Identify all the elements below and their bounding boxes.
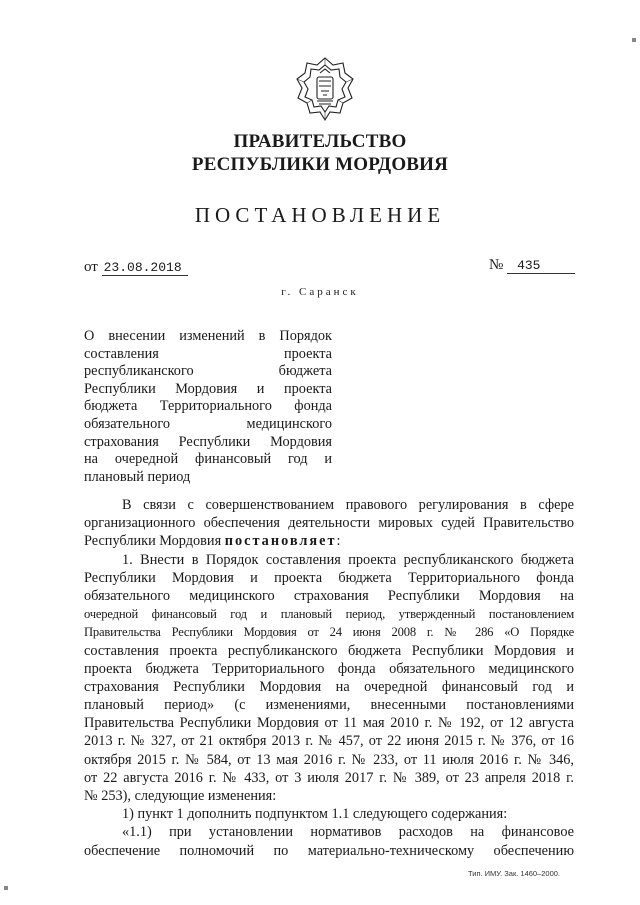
body-line: Правительства Республики Мордовия от 11 мая 2010 г. № 192, от 12 августа — [84, 715, 574, 732]
body-line: «1.1) при установлении нормативов расходов на финансовое — [122, 824, 574, 841]
document-number — [489, 257, 575, 274]
subject-line: на очередной финансовый год и — [84, 451, 332, 468]
number-value: 435 — [507, 258, 575, 274]
date-prefix: от — [84, 259, 98, 275]
document-subject — [84, 328, 332, 486]
subject-line: обязательного медицинского — [84, 415, 332, 432]
document-type: ПОСТАНОВЛЕНИЕ — [194, 203, 446, 227]
organization-title: ПРАВИТЕЛЬСТВО — [233, 131, 407, 152]
body-line: 2013 г. № 327, от 21 октября 2013 г. № 457, от 22 июня 2015 г. № 376, от 16 — [84, 733, 574, 750]
date-value: 23.08.2018 — [102, 260, 188, 276]
body-line: В связи с совершенствованием правового регулирования в сфере — [122, 497, 574, 513]
subject-line: О внесении изменений в Порядок — [84, 328, 332, 344]
coat-of-arms-emblem — [293, 55, 357, 123]
body-line: организационного обеспечения деятельности мировых судей Правительство — [84, 515, 574, 532]
body-line — [84, 532, 574, 550]
subject-line: плановый период — [84, 468, 191, 485]
body-line: обеспечение полномочий по материально-техническому обеспечению — [84, 842, 574, 859]
body-line: проекта бюджета Территориального фонда обязательного медицинского — [84, 660, 574, 677]
number-prefix: № — [489, 257, 504, 273]
subject-line: бюджета Территориального фонда — [84, 398, 332, 415]
subject-line: Республики Мордовия и проекта — [84, 380, 332, 397]
body-line: плановый период» (с изменениями, внесенными постановлениями — [84, 697, 574, 714]
document-body — [84, 496, 574, 860]
subject-line: составления проекта — [84, 345, 332, 362]
body-line: Правительства Республики Мордовия от 24 июня 2008 г. № 286 «О Порядке — [84, 625, 574, 640]
intro-last-prefix: Республики Мордовия — [84, 533, 222, 550]
organization-subtitle: РЕСПУБЛИКИ МОРДОВИЯ — [191, 154, 449, 175]
body-line: 1. Внести в Порядок составления проекта республиканского бюджета — [122, 551, 574, 568]
body-line: 1) пункт 1 дополнить подпунктом 1.1 следующего содержания: — [122, 806, 508, 823]
body-line: очередной финансовый год и плановый период, утвержденный постановлением — [84, 607, 574, 622]
scan-mark — [4, 886, 8, 890]
body-line: составления проекта республиканского бюджета Республики Мордовия и — [84, 642, 574, 659]
body-line: Республики Мордовия и проекта бюджета Территориального фонда — [84, 569, 574, 586]
body-line: обязательного медицинского страхования Республики Мордовия на — [84, 587, 574, 604]
body-line: № 253), следующие изменения: — [84, 788, 277, 804]
scan-mark — [632, 38, 636, 42]
body-line: от 22 августа 2016 г. № 433, от 3 июля 2017 г. № 389, от 23 апреля 2018 г. — [84, 769, 574, 786]
body-line: страхования Республики Мордовия на очередной финансовый год и — [84, 678, 574, 695]
subject-line: республиканского бюджета — [84, 363, 332, 380]
body-line: октября 2015 г. № 584, от 13 мая 2016 г. № 233, от 11 июля 2016 г. № 346, — [84, 751, 574, 768]
subject-line: страхования Республики Мордовия — [84, 433, 332, 450]
intro-last-suffix: : — [336, 533, 341, 550]
document-date — [84, 259, 188, 276]
decree-word: постановляет — [224, 533, 337, 550]
city-name: г. Саранск — [281, 286, 359, 298]
print-footer: Тип. ИМУ. Зак. 1460–2000. — [468, 869, 561, 878]
